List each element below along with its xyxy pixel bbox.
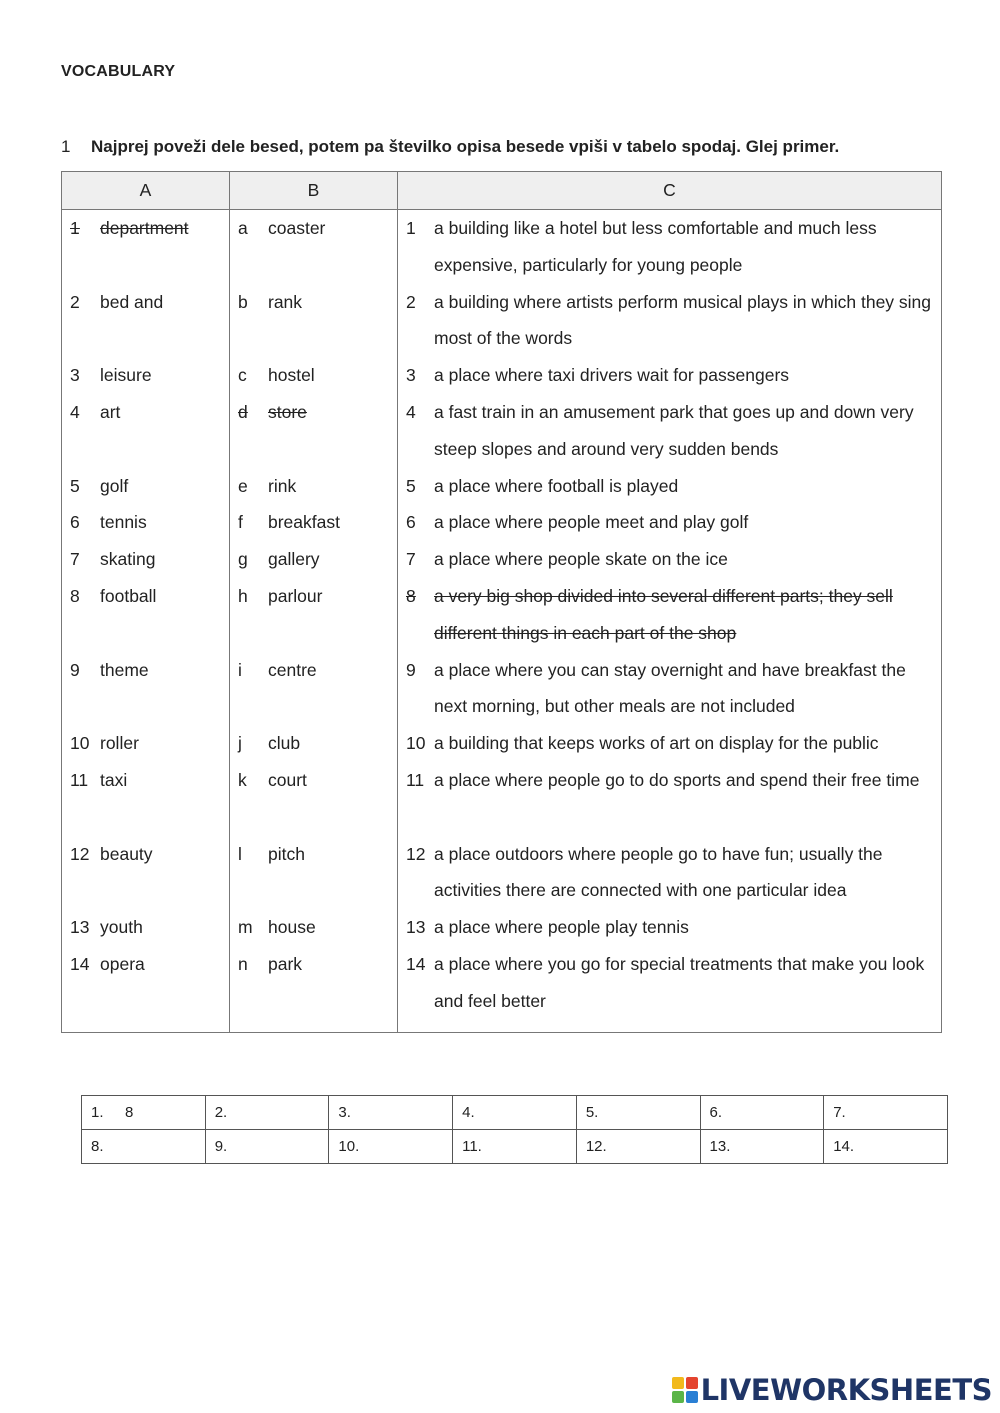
answer-cell[interactable]	[329, 1096, 453, 1130]
item-number: 1	[406, 218, 416, 238]
definition-text: a building where artists perform musical plays in which they sing most of the words	[434, 291, 932, 349]
instruction-number: 1	[61, 137, 71, 156]
item-number: b	[238, 291, 248, 312]
definition-text: a fast train in an amusement park that goes up and down very steep slopes and around very sudden bends	[434, 401, 914, 459]
answer-cell[interactable]	[824, 1130, 948, 1164]
word-part: hostel	[268, 365, 315, 386]
item-number: e	[238, 475, 248, 496]
answer-cell[interactable]	[700, 1130, 824, 1164]
list-item	[398, 468, 941, 505]
item-number: 6	[406, 512, 416, 533]
item-number: g	[238, 549, 248, 570]
definition-text: a place outdoors where people go to have fun; usually the activities there are connected with one particular idea	[434, 843, 883, 901]
item-number: 2	[406, 291, 416, 312]
list-item	[62, 836, 229, 910]
column-header-b: B	[230, 172, 398, 210]
answer-cell[interactable]	[576, 1130, 700, 1164]
worksheet-title: VOCABULARY	[61, 63, 176, 80]
table-row	[82, 1096, 948, 1130]
word-part: tennis	[100, 512, 147, 533]
item-number: a	[238, 218, 248, 238]
list-item	[62, 468, 229, 505]
item-number: 5	[406, 475, 416, 496]
item-number: k	[238, 769, 247, 790]
list-item	[398, 210, 941, 284]
list-item	[398, 909, 941, 946]
list-item	[62, 762, 229, 836]
item-number: 8	[406, 585, 416, 606]
answer-cell[interactable]	[82, 1096, 206, 1130]
definition-text: a place where people go to do sports and spend their free time	[434, 769, 920, 790]
word-part: roller	[100, 733, 139, 754]
definition-text: a place where football is played	[434, 475, 679, 496]
item-number: 9	[70, 659, 80, 680]
answer-label: 13.	[709, 1138, 731, 1155]
item-number: 13	[406, 917, 426, 938]
answer-cell[interactable]	[205, 1096, 329, 1130]
answer-label: 3.	[338, 1104, 351, 1121]
answer-label: 8.	[91, 1138, 104, 1155]
word-part: rank	[268, 291, 303, 312]
word-part: football	[100, 585, 157, 606]
item-number: 3	[70, 365, 80, 386]
list-item	[398, 357, 941, 394]
list-item	[230, 652, 397, 726]
word-part: parlour	[268, 585, 323, 606]
answer-label: 9.	[214, 1138, 228, 1155]
list-item	[62, 578, 229, 652]
item-number: 7	[70, 549, 80, 570]
list-item	[62, 725, 229, 762]
item-number: 11	[406, 769, 425, 790]
item-number: 2	[70, 291, 80, 312]
list-item	[398, 578, 941, 652]
list-item	[398, 762, 941, 836]
list-item	[230, 946, 397, 1020]
word-part: store	[268, 401, 307, 422]
list-item	[230, 578, 397, 652]
item-number: 3	[406, 365, 416, 386]
answer-label: 2.	[214, 1104, 228, 1121]
logo-square	[686, 1391, 698, 1403]
logo-square	[672, 1391, 684, 1403]
answer-cell[interactable]	[824, 1096, 948, 1130]
item-number: 9	[406, 659, 416, 680]
word-part: coaster	[268, 218, 326, 238]
list-item	[62, 284, 229, 358]
spacer	[398, 1020, 941, 1032]
item-number: 4	[406, 401, 416, 422]
item-number: 12	[406, 843, 426, 864]
definition-text: a very big shop divided into several different parts; they sell different things in each part of the shop	[434, 585, 893, 643]
list-item	[398, 284, 941, 358]
item-number: m	[238, 917, 253, 938]
spacer	[230, 1020, 397, 1032]
list-item	[230, 394, 397, 468]
logo-text: LIVEWORKSHEETS	[700, 1373, 992, 1407]
column-a-words	[62, 210, 230, 1033]
list-item	[62, 652, 229, 726]
item-number: 12	[70, 843, 90, 864]
item-number: h	[238, 585, 248, 606]
answer-cell[interactable]	[700, 1096, 824, 1130]
answer-cell[interactable]	[576, 1096, 700, 1130]
list-item	[62, 504, 229, 541]
definition-text: a place where people skate on the ice	[434, 549, 728, 570]
answer-label: 4.	[462, 1104, 475, 1121]
item-number: l	[238, 843, 242, 864]
item-number: i	[238, 659, 242, 680]
item-number: 7	[406, 549, 416, 570]
list-item	[398, 836, 941, 910]
word-part: opera	[100, 953, 145, 974]
answer-label: 6.	[709, 1104, 723, 1121]
list-item	[62, 210, 229, 284]
list-item	[62, 394, 229, 468]
list-item	[230, 210, 397, 284]
list-item	[230, 468, 397, 505]
answer-value[interactable]: 8	[125, 1104, 134, 1121]
column-b-words	[230, 210, 398, 1033]
word-part: department	[100, 218, 189, 238]
column-c-definitions	[398, 210, 942, 1033]
word-part: skating	[100, 549, 156, 570]
definition-text: a place where you go for special treatments that make you look and feel better	[434, 953, 925, 1011]
answer-cell[interactable]	[82, 1130, 206, 1164]
word-part: gallery	[268, 549, 320, 570]
list-item	[230, 725, 397, 762]
word-part: theme	[100, 659, 149, 680]
answer-label: 11.	[462, 1138, 482, 1155]
word-part: pitch	[268, 843, 305, 864]
list-item	[230, 504, 397, 541]
list-item	[62, 946, 229, 1020]
list-item	[230, 357, 397, 394]
answer-table	[81, 1095, 948, 1164]
list-item	[230, 541, 397, 578]
item-number: 6	[70, 512, 80, 533]
word-part: youth	[100, 917, 143, 938]
definition-text: a place where people play tennis	[434, 917, 689, 938]
answer-label: 1.	[91, 1104, 104, 1121]
answer-cell[interactable]	[453, 1096, 577, 1130]
instruction-text: Najprej poveži dele besed, potem pa številko opisa besede vpiši v tabelo spodaj. Glej primer.	[91, 137, 840, 156]
liveworksheets-logo	[672, 1373, 992, 1407]
word-part: house	[268, 917, 316, 938]
item-number: 10	[70, 733, 90, 754]
spacer	[62, 1020, 229, 1032]
list-item	[62, 541, 229, 578]
answer-cell[interactable]	[453, 1130, 577, 1164]
word-part: park	[268, 953, 303, 974]
list-item	[230, 836, 397, 910]
definition-text: a place where people meet and play golf	[434, 512, 749, 533]
list-item	[398, 394, 941, 468]
logo-square	[686, 1377, 698, 1389]
word-part: bed and	[100, 291, 164, 312]
answer-cell[interactable]	[329, 1130, 453, 1164]
definition-text: a place where taxi drivers wait for passengers	[434, 365, 790, 386]
word-part: beauty	[100, 843, 153, 864]
item-number: 10	[406, 733, 426, 754]
list-item	[62, 909, 229, 946]
list-item	[398, 652, 941, 726]
word-part: leisure	[100, 365, 152, 386]
list-item	[398, 541, 941, 578]
list-item	[398, 946, 941, 1020]
item-number: n	[238, 953, 248, 974]
answer-label: 7.	[833, 1104, 846, 1121]
item-number: 1	[70, 218, 80, 238]
list-item	[230, 762, 397, 836]
item-number: 14	[406, 953, 426, 974]
item-number: j	[238, 733, 242, 754]
word-part: centre	[268, 659, 317, 680]
item-number: 8	[70, 585, 80, 606]
item-number: d	[238, 401, 248, 422]
word-part: club	[268, 733, 301, 754]
answer-cell[interactable]	[205, 1130, 329, 1164]
item-number: 11	[70, 769, 89, 790]
word-part: taxi	[100, 769, 128, 790]
answer-label: 12.	[585, 1138, 607, 1155]
word-part: art	[100, 401, 121, 422]
vocabulary-table	[61, 171, 942, 1033]
definition-text: a place where you can stay overnight and have breakfast the next morning, but other meals are not included	[434, 659, 906, 717]
item-number: 13	[70, 917, 90, 938]
item-number: f	[238, 512, 243, 533]
answer-label: 5.	[585, 1104, 599, 1121]
column-header-a: A	[62, 172, 230, 210]
list-item	[398, 504, 941, 541]
item-number: 5	[70, 475, 80, 496]
list-item	[62, 357, 229, 394]
logo-square	[672, 1377, 684, 1389]
logo-mark-icon	[672, 1377, 698, 1403]
list-item	[230, 909, 397, 946]
table-row	[82, 1130, 948, 1164]
column-header-c: C	[398, 172, 942, 210]
answer-label: 14.	[833, 1138, 855, 1155]
list-item	[230, 284, 397, 358]
answer-label: 10.	[338, 1138, 360, 1155]
word-part: rink	[268, 475, 297, 496]
item-number: 4	[70, 401, 80, 422]
instruction	[61, 137, 839, 157]
item-number: c	[238, 365, 247, 386]
item-number: 14	[70, 953, 90, 974]
list-item	[398, 725, 941, 762]
word-part: golf	[100, 475, 129, 496]
word-part: court	[268, 769, 307, 790]
definition-text: a building like a hotel but less comfortable and much less expensive, particularly for young people	[434, 218, 877, 275]
definition-text: a building that keeps works of art on display for the public	[434, 733, 879, 754]
word-part: breakfast	[268, 512, 340, 533]
